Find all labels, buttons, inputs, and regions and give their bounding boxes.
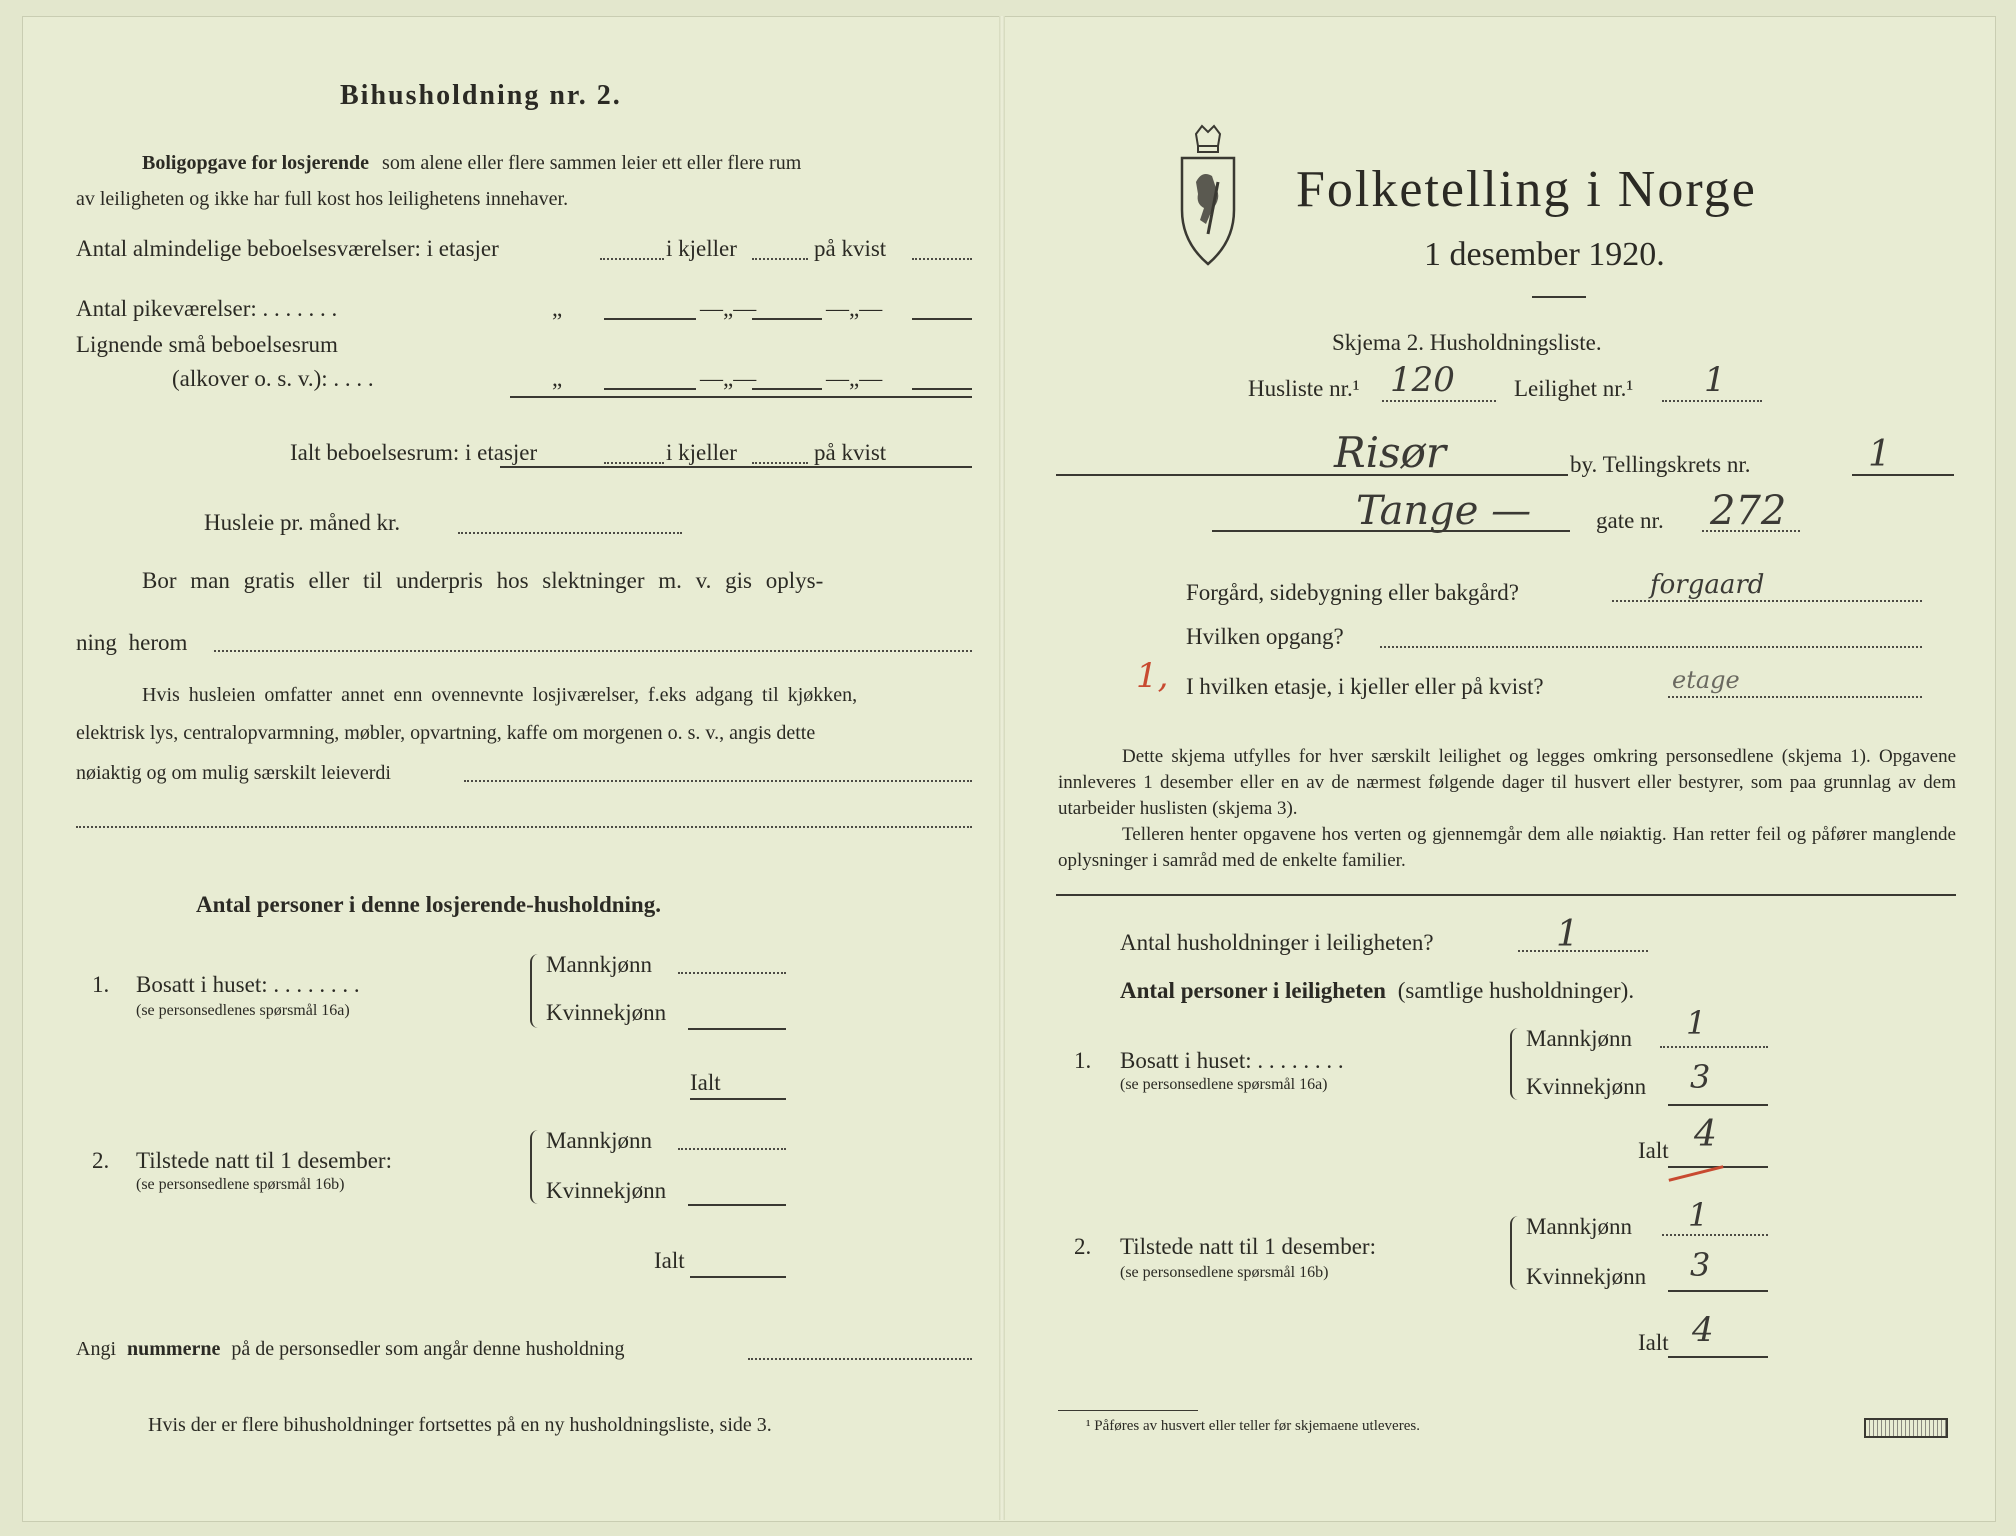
right-q2-sub: (se personsedlene spørsmål 16b) xyxy=(1120,1264,1329,1281)
bor-line-1: Bor man gratis eller til underpris hos slektninger m. v. gis oplys- xyxy=(142,568,824,593)
gate-field xyxy=(1212,530,1570,532)
angi-rest: på de personsedler som angår denne husholdning xyxy=(231,1338,625,1360)
etasje-value[interactable]: etage xyxy=(1672,666,1740,694)
ialt-kjeller-field[interactable] xyxy=(752,462,808,464)
gate-value[interactable]: Tange — xyxy=(1356,488,1532,534)
right-q2-num: 2. xyxy=(1074,1234,1092,1259)
left-q2-ialt-label: Ialt xyxy=(654,1248,685,1273)
left-q1-num: 1. xyxy=(92,972,110,997)
antal-hush-value[interactable]: 1 xyxy=(1556,914,1579,955)
left-q2-mann-label: Mannkjønn xyxy=(546,1128,653,1153)
intro-bold: Boligopgave for losjerende xyxy=(142,152,370,174)
left-q1-kvinne-field[interactable] xyxy=(688,1028,786,1030)
angi-prefix: Angi xyxy=(76,1338,116,1360)
leilighet-field xyxy=(1662,400,1762,402)
footnote-rule xyxy=(1058,1410,1198,1411)
gate-label: gate nr. xyxy=(1596,508,1664,533)
kjeller-field-1[interactable] xyxy=(752,258,808,260)
opgang-label: Hvilken opgang? xyxy=(1186,624,1344,649)
pike-kjeller-field[interactable] xyxy=(752,318,822,320)
row-pikevaerelser-label: Antal pikeværelser: . . . . . . . xyxy=(76,296,338,321)
leieverdi-field-2[interactable] xyxy=(76,826,972,828)
husliste-label: Husliste nr.¹ xyxy=(1248,376,1360,401)
kjeller-label-1: i kjeller xyxy=(666,236,737,261)
right-q1-ialt-value[interactable]: 4 xyxy=(1694,1114,1717,1155)
left-q1-mann-field[interactable] xyxy=(678,972,786,974)
right-q2-kvinne-label: Kvinnekjønn xyxy=(1526,1264,1647,1289)
gate-nr-field xyxy=(1702,530,1800,532)
antal-hush-label: Antal husholdninger i leiligheten? xyxy=(1120,930,1434,955)
angi-field[interactable] xyxy=(748,1358,972,1360)
intro-line-1 xyxy=(142,152,801,175)
right-q1-num: 1. xyxy=(1074,1048,1092,1073)
ditto-dash-1: —„— xyxy=(700,296,757,321)
kvist-label-1: på kvist xyxy=(814,236,887,261)
ditto-dash-4: —„— xyxy=(826,366,883,391)
kvist-field-1[interactable] xyxy=(912,258,972,260)
forgaard-field xyxy=(1612,600,1922,602)
antal-pers-line xyxy=(1120,978,1634,1004)
ditto-dash-2: —„— xyxy=(826,296,883,321)
alkover-kvist-field[interactable] xyxy=(912,388,972,390)
antal-pers-rest: (samtlige husholdninger). xyxy=(1397,978,1635,1003)
title-rule xyxy=(1532,296,1586,298)
hvis-line-3: nøiaktig og om mulig særskilt leieverdi xyxy=(76,762,391,784)
forgaard-label: Forgård, sidebygning eller bakgård? xyxy=(1186,580,1519,605)
right-footnote: ¹ Påføres av husvert eller teller før skjemaene utleveres. xyxy=(1086,1418,1420,1434)
hvis-line-2: elektrisk lys, centralopvarmning, møbler, opvartning, kaffe om morgenen o. s. v., angis dette xyxy=(76,722,816,744)
info-paragraph-2: Telleren henter opgavene hos verten og gjennemgår dem alle nøiaktig. Han retter feil og påfører manglende oplysninger i samråd med de enkelte familier. xyxy=(1058,824,1956,871)
left-q2-sub: (se personsedlene spørsmål 16b) xyxy=(136,1176,345,1193)
right-q2-ialt-field xyxy=(1668,1356,1768,1358)
right-q2-label: Tilstede natt til 1 desember: xyxy=(1120,1234,1376,1259)
left-q1-label: Bosatt i huset: . . . . . . . . xyxy=(136,972,360,997)
right-date: 1 desember 1920. xyxy=(1424,236,1665,273)
ialt-beboelsesrum-label: Ialt beboelsesrum: i etasjer xyxy=(290,440,538,465)
right-q2-ialt-label: Ialt xyxy=(1638,1330,1669,1355)
husliste-value[interactable]: 120 xyxy=(1390,360,1455,400)
right-q1-kvinne-value[interactable]: 3 xyxy=(1690,1058,1711,1096)
intro-line-2: av leiligheten og ikke har full kost hos leilighetens innehaver. xyxy=(76,188,569,210)
etasjer-field-1[interactable] xyxy=(600,258,664,260)
left-q1-mann-label: Mannkjønn xyxy=(546,952,653,977)
pike-kvist-field[interactable] xyxy=(912,318,972,320)
right-q2-kvinne-value[interactable]: 3 xyxy=(1690,1246,1711,1284)
kjeller-label-ialt: i kjeller xyxy=(666,440,737,465)
left-q2-brace xyxy=(530,1130,540,1204)
left-q2-kvinne-field[interactable] xyxy=(688,1204,786,1206)
husleie-label: Husleie pr. måned kr. xyxy=(204,510,401,535)
left-q1-sub: (se personsedlenes spørsmål 16a) xyxy=(136,1002,350,1019)
right-q1-brace xyxy=(1510,1028,1520,1100)
left-q2-ialt-field[interactable] xyxy=(690,1276,786,1278)
right-q2-mann-label: Mannkjønn xyxy=(1526,1214,1633,1239)
coat-of-arms-icon xyxy=(1178,124,1238,268)
by-label: by. Tellingskrets nr. xyxy=(1570,452,1751,477)
right-q1-ialt-label: Ialt xyxy=(1638,1138,1669,1163)
leieverdi-field[interactable] xyxy=(464,780,972,782)
left-footer: Hvis der er flere bihusholdninger fortsettes på en ny husholdningsliste, side 3. xyxy=(148,1414,772,1436)
leilighet-value[interactable]: 1 xyxy=(1704,360,1726,400)
page-fold xyxy=(999,16,1005,1520)
husliste-field xyxy=(1382,400,1496,402)
antal-pers-bold: Antal personer i leiligheten xyxy=(1120,978,1386,1003)
by-value[interactable]: Risør xyxy=(1334,428,1446,477)
skjema-label: Skjema 2. Husholdningsliste. xyxy=(1332,330,1602,355)
etasje-mark: 1, xyxy=(1136,656,1169,696)
leilighet-label: Leilighet nr.¹ xyxy=(1514,376,1634,401)
ialt-etasjer-field[interactable] xyxy=(604,462,664,464)
left-q1-ialt-label: Ialt xyxy=(690,1070,721,1095)
krets-field xyxy=(1852,474,1954,476)
right-q2-mann-value[interactable]: 1 xyxy=(1688,1196,1709,1234)
right-q1-mann-value[interactable]: 1 xyxy=(1686,1004,1707,1042)
left-q2-kvinne-label: Kvinnekjønn xyxy=(546,1178,667,1203)
kvist-label-ialt: på kvist xyxy=(814,440,887,465)
bor-field[interactable] xyxy=(214,650,972,652)
right-q2-brace xyxy=(1510,1216,1520,1290)
ditto-mark-2: „ xyxy=(552,366,563,391)
right-q2-mann-field xyxy=(1662,1234,1768,1236)
right-title: Folketelling i Norge xyxy=(1296,161,1757,218)
antal-hush-field xyxy=(1518,950,1648,952)
right-q1-label: Bosatt i huset: . . . . . . . . xyxy=(1120,1048,1344,1073)
left-q1-brace xyxy=(530,954,540,1028)
info-rule xyxy=(1056,894,1956,896)
angi-bold: nummerne xyxy=(127,1338,221,1360)
right-q2-ialt-value[interactable]: 4 xyxy=(1692,1310,1714,1350)
ditto-mark-1: „ xyxy=(552,296,563,321)
right-q1-kvinne-field xyxy=(1668,1104,1768,1106)
left-q1-ialt-field[interactable] xyxy=(690,1098,786,1100)
bor-line-2: ning herom xyxy=(76,630,188,655)
hvis-line-1: Hvis husleien omfatter annet enn ovennevnte losjiværelser, f.eks adgang til kjøkken, xyxy=(142,684,858,706)
antal-personer-heading: Antal personer i denne losjerende-husholdning. xyxy=(196,892,661,917)
right-q2-kvinne-field xyxy=(1668,1290,1768,1292)
alkover-etasjer-field[interactable] xyxy=(604,388,696,390)
right-q1-mann-field xyxy=(1660,1046,1768,1048)
row-lignende-label: Lignende små beboelsesrum xyxy=(76,332,338,357)
left-q2-label: Tilstede natt til 1 desember: xyxy=(136,1148,392,1173)
left-q2-mann-field[interactable] xyxy=(678,1148,786,1150)
info-paragraph-1: Dette skjema utfylles for hver særskilt leilighet og legges omkring personsedlene (skjema 1). Opgavene innleveres 1 desember eller en av de nærmest følgende dager til husvert eller bestyrer, som paa grunnlag av dem utarbeider huslisten (skjema 3). xyxy=(1058,746,1956,819)
husleie-field[interactable] xyxy=(458,532,682,534)
angi-line xyxy=(76,1338,625,1361)
intro-rest: som alene eller flere sammen leier ett eller flere rum xyxy=(382,152,802,174)
row-alkover-label: (alkover o. s. v.): . . . . xyxy=(172,366,374,391)
by-field xyxy=(1056,474,1568,476)
left-title: Bihusholdning nr. 2. xyxy=(340,80,622,111)
left-q1-kvinne-label: Kvinnekjønn xyxy=(546,1000,667,1025)
ditto-dash-3: —„— xyxy=(700,366,757,391)
row-almindelige-label: Antal almindelige beboelsesværelser: i etasjer xyxy=(76,236,499,261)
etasje-field xyxy=(1668,696,1922,698)
krets-value[interactable]: 1 xyxy=(1868,434,1891,475)
gate-nr-value[interactable]: 272 xyxy=(1710,488,1787,534)
alkover-kjeller-field[interactable] xyxy=(752,388,822,390)
sum-rule xyxy=(510,396,972,398)
ialt-kvist-field[interactable] xyxy=(500,466,972,468)
printer-stamp xyxy=(1864,1418,1948,1438)
opgang-field[interactable] xyxy=(1380,646,1922,648)
left-q2-num: 2. xyxy=(92,1148,110,1173)
etasje-label: I hvilken etasje, i kjeller eller på kvist? xyxy=(1186,674,1544,699)
right-q1-mann-label: Mannkjønn xyxy=(1526,1026,1633,1051)
right-q1-kvinne-label: Kvinnekjønn xyxy=(1526,1074,1647,1099)
right-q1-sub: (se personsedlene spørsmål 16a) xyxy=(1120,1076,1328,1093)
forgaard-value[interactable]: forgaard xyxy=(1650,570,1765,600)
pike-etasjer-field[interactable] xyxy=(604,318,696,320)
